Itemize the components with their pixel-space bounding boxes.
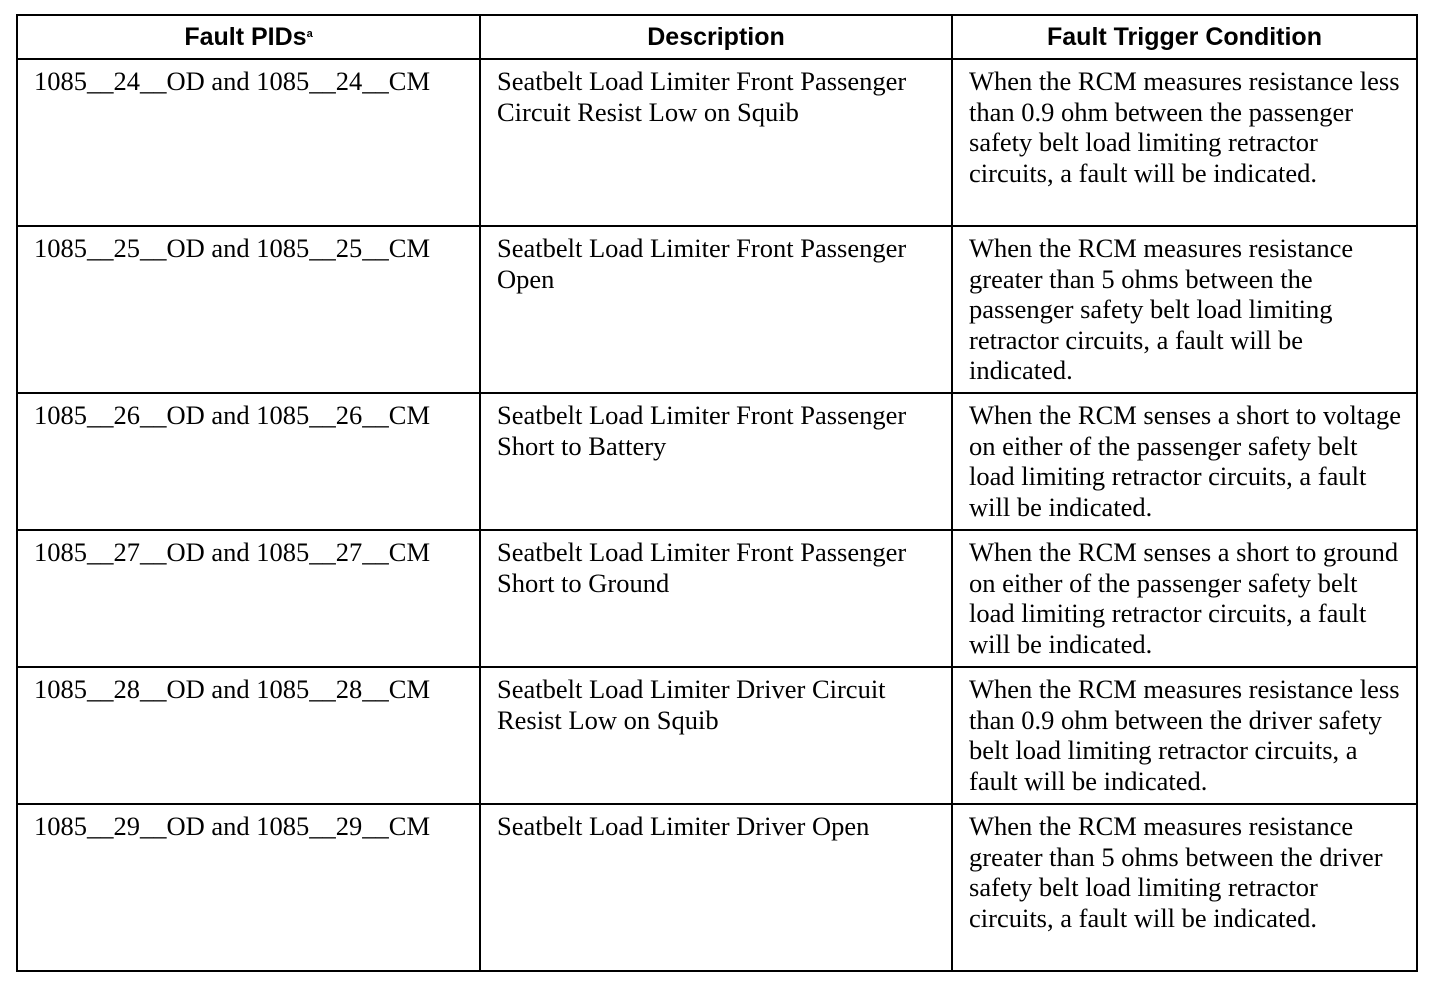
condition-cell: When the RCM senses a short to ground on either of the passenger safety belt load limiting retractor circuits, a fault will be indicated. <box>952 530 1417 667</box>
header-fault-pids <box>17 15 480 59</box>
condition-cell: When the RCM measures resistance less than 0.9 ohm between the passenger safety belt load limiting retractor circuits, a fault will be indicated. <box>952 59 1417 226</box>
description-cell: Seatbelt Load Limiter Front Passenger Circuit Resist Low on Squib <box>480 59 952 226</box>
description-cell: Seatbelt Load Limiter Driver Open <box>480 804 952 971</box>
header-description: Description <box>480 15 952 59</box>
table-row <box>17 804 1417 971</box>
table-row <box>17 393 1417 530</box>
description-cell: Seatbelt Load Limiter Front Passenger Short to Battery <box>480 393 952 530</box>
description-cell: Seatbelt Load Limiter Front Passenger Open <box>480 226 952 393</box>
header-fault-trigger-condition: Fault Trigger Condition <box>952 15 1417 59</box>
fault-pid-table <box>16 14 1418 972</box>
header-row <box>17 15 1417 59</box>
table-row <box>17 59 1417 226</box>
pid-cell: 1085__26__OD and 1085__26__CM <box>17 393 480 530</box>
pid-cell: 1085__29__OD and 1085__29__CM <box>17 804 480 971</box>
description-cell: Seatbelt Load Limiter Driver Circuit Resist Low on Squib <box>480 667 952 804</box>
table-row <box>17 530 1417 667</box>
table-row <box>17 226 1417 393</box>
pid-cell: 1085__27__OD and 1085__27__CM <box>17 530 480 667</box>
condition-cell: When the RCM measures resistance greater than 5 ohms between the driver safety belt load limiting retractor circuits, a fault will be indicated. <box>952 804 1417 971</box>
condition-cell: When the RCM measures resistance greater than 5 ohms between the passenger safety belt load limiting retractor circuits, a fault will be indicated. <box>952 226 1417 393</box>
table-row <box>17 667 1417 804</box>
header-fault-pids-label: Fault PIDs <box>184 22 307 51</box>
pid-cell: 1085__24__OD and 1085__24__CM <box>17 59 480 226</box>
condition-cell: When the RCM measures resistance less than 0.9 ohm between the driver safety belt load limiting retractor circuits, a fault will be indicated. <box>952 667 1417 804</box>
pid-cell: 1085__25__OD and 1085__25__CM <box>17 226 480 393</box>
pid-cell: 1085__28__OD and 1085__28__CM <box>17 667 480 804</box>
footnote-marker: a <box>306 27 313 40</box>
description-cell: Seatbelt Load Limiter Front Passenger Short to Ground <box>480 530 952 667</box>
condition-cell: When the RCM senses a short to voltage on either of the passenger safety belt load limiting retractor circuits, a fault will be indicated. <box>952 393 1417 530</box>
